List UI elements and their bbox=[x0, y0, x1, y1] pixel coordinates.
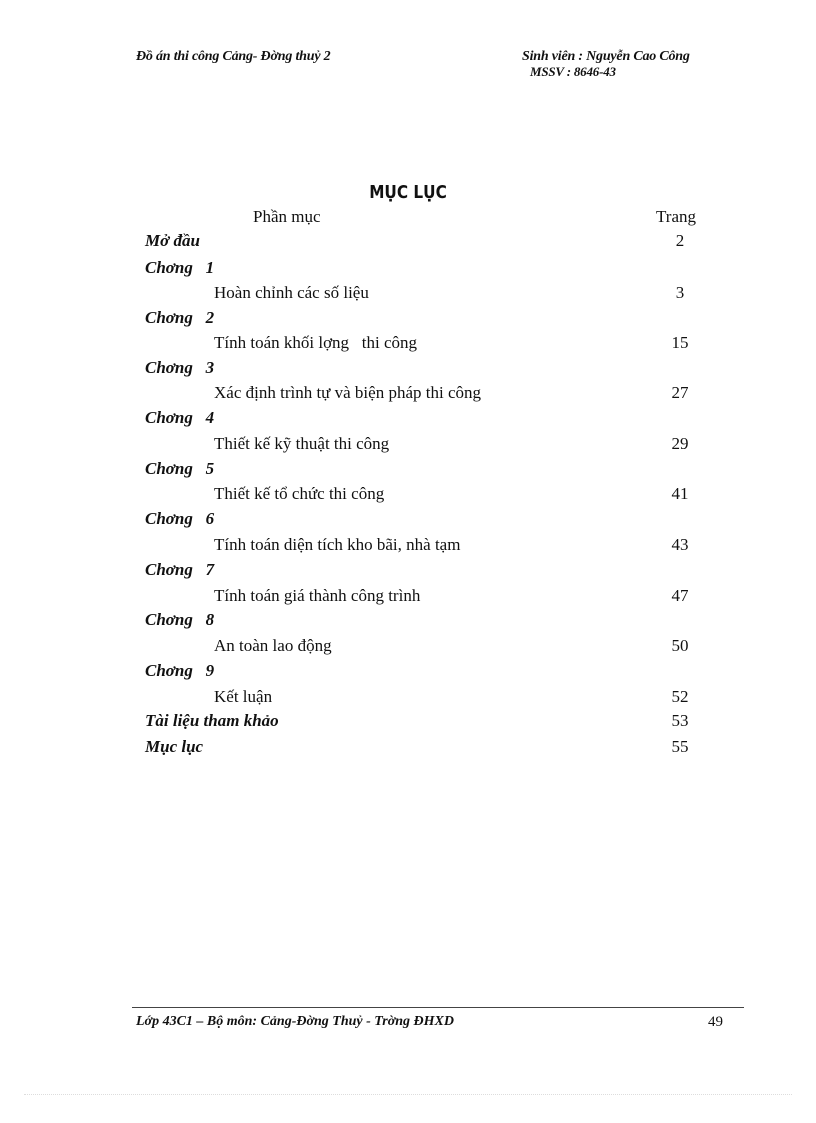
toc-entry-page: 52 bbox=[671, 687, 689, 706]
toc-chapter-label: Chơng 2 bbox=[145, 308, 215, 327]
toc-chapter-label: Chơng 7 bbox=[145, 560, 215, 579]
toc-entry-page: 55 bbox=[671, 737, 689, 756]
toc-entry-page: 15 bbox=[671, 333, 689, 352]
toc-chapter-label: Chơng 1 bbox=[145, 258, 215, 277]
toc-entry-page: 47 bbox=[671, 586, 689, 605]
toc-chapter-label: Chơng 3 bbox=[145, 358, 215, 377]
toc-entry-label: Tính toán khối lợng thi công bbox=[214, 333, 418, 352]
page-title: MỤC LỤC bbox=[369, 182, 447, 203]
toc-chapter-label: Chơng 9 bbox=[145, 661, 215, 680]
toc-entry-page: 53 bbox=[671, 711, 689, 730]
toc-entry-page: 50 bbox=[671, 636, 689, 655]
footer-divider bbox=[132, 1007, 744, 1008]
toc-entry-page: 27 bbox=[671, 383, 689, 402]
header-student-id: MSSV : 8646-43 bbox=[530, 64, 616, 79]
toc-column-header-section: Phần mục bbox=[253, 207, 321, 226]
toc-entry-page: 43 bbox=[671, 535, 689, 554]
header-student-name: Sinh viên : Nguyễn Cao Công bbox=[522, 49, 690, 64]
toc-entry-label: Xác định trình tự và biện pháp thi công bbox=[214, 383, 481, 402]
toc-entry-label: An toàn lao động bbox=[214, 636, 332, 655]
page-edge-divider bbox=[24, 1094, 792, 1095]
toc-chapter-label: Chơng 5 bbox=[145, 459, 215, 478]
toc-entry-label: Tài liệu tham khảo bbox=[145, 711, 279, 730]
toc-entry-page: 29 bbox=[671, 434, 689, 453]
toc-entry-page: 41 bbox=[671, 484, 689, 503]
toc-entry-label: Thiết kế tổ chức thi công bbox=[214, 484, 385, 503]
toc-entry-label: Mở đầu bbox=[145, 231, 200, 250]
footer-text: Lớp 43C1 – Bộ môn: Cảng-Đờng Thuỷ - Trờng ĐHXD bbox=[136, 1014, 455, 1029]
toc-entry-page: 2 bbox=[675, 231, 685, 250]
toc-entry-label: Mục lục bbox=[145, 737, 204, 756]
toc-chapter-label: Chơng 6 bbox=[145, 509, 215, 528]
toc-entry-label: Tính toán giá thành công trình bbox=[214, 586, 421, 605]
header-left-text: Đồ án thi công Cảng- Đờng thuỷ 2 bbox=[136, 49, 331, 64]
toc-entry-label: Kết luận bbox=[214, 687, 273, 706]
toc-entry-label: Hoàn chỉnh các số liệu bbox=[214, 283, 369, 302]
toc-column-header-page: Trang bbox=[656, 207, 696, 226]
toc-chapter-label: Chơng 4 bbox=[145, 408, 215, 427]
toc-chapter-label: Chơng 8 bbox=[145, 610, 215, 629]
page-number: 49 bbox=[708, 1014, 723, 1030]
toc-entry-label: Thiết kế kỹ thuật thi công bbox=[214, 434, 390, 453]
toc-entry-label: Tính toán diện tích kho bãi, nhà tạm bbox=[214, 535, 461, 554]
toc-entry-page: 3 bbox=[675, 283, 685, 302]
